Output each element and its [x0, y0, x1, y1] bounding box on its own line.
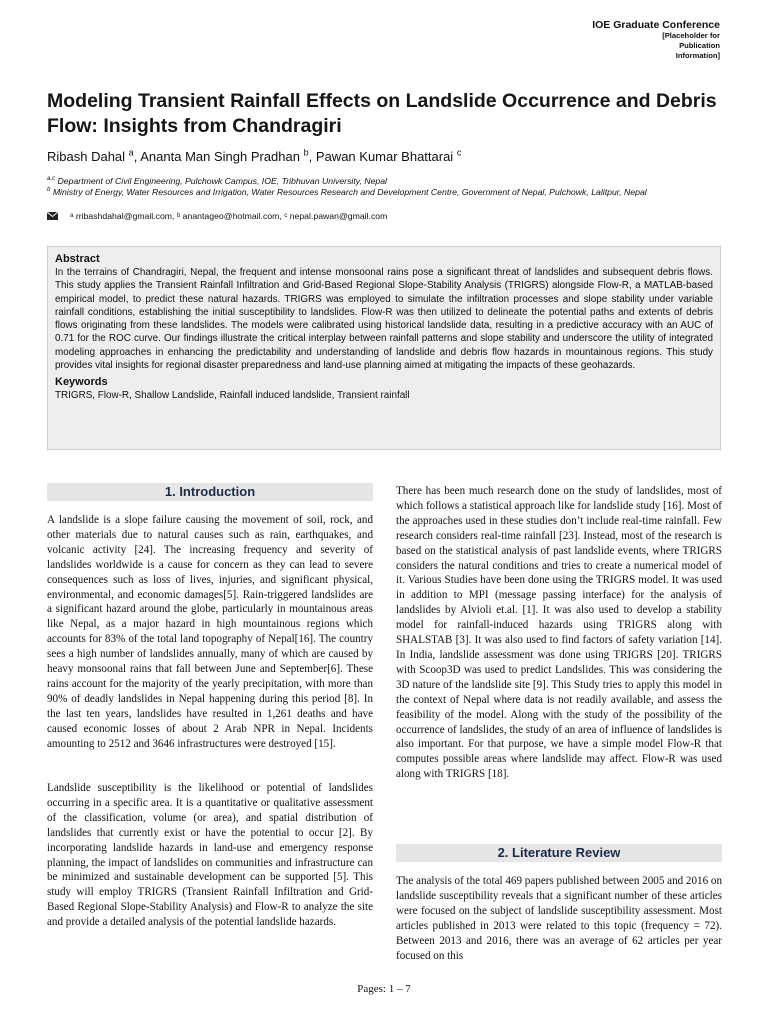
intro-paragraph: Landslide susceptibility is the likelihood or potential of landslides occurring in a specific area. It is a quantitative or qualitative assessment of the classification, volume (or area), and spatial distribution of landslides that currently exist or have the potential to occur [2]. By incorporating landslide hazards in land-use and emergency response planning, the impact of landslides on communities and infrastructure can be minimized and sustainable development can be supported [5]. This study will employ TRIGRS (Transient Rainfall Infiltration and Grid-Based Regional Slope-Stability Analysis) and Flow-R to analyze the site and provide a detailed analysis of the potential landslide hazards.: [47, 782, 373, 929]
intro-paragraph: A landslide is a slope failure causing the movement of soil, rock, and other materials due to natural causes such as rain, earthquakes, and volcanic activity [24]. The increasing frequency and severity of landslides worldwide is a cause for concern as they can lead to severe consequences such as loss of lives, injuries, and significant physical, environmental, and economic damages[5]. Rain-triggered landslides are a significant hazard around the globe, particularly in mountainous areas like Nepal, as a major hazard in high mountainous regions which accounts for 83% of the total land topography of Nepal[16]. The country sees a high number of landslides annually, many of which are caused by heavy monsoonal rains that fall between June and September[6]. These rains account for the majority of the yearly precipitation, with more than 90% of deadly landslides in Nepal happening during this period [8]. In the last ten years, landslides have resulted in 1,261 deaths and have caused economic losses of about 2 Arab NPR in Nepal. Incidents amounting to 2512 and 3646 infrastructures were destroyed [15].: [47, 514, 373, 750]
affiliation-sup: a,c: [47, 175, 56, 183]
author-name: Ananta Man Singh Pradhan: [140, 149, 300, 164]
affiliation: [47, 176, 727, 187]
section-heading-literature-review: 2. Literature Review: [396, 844, 722, 862]
conference-header: [592, 19, 720, 61]
affiliation-text: Department of Civil Engineering, Pulchowk Campus, IOE, Tribhuvan University, Nepal: [57, 176, 387, 186]
author-separator: ,: [133, 149, 141, 164]
author-sup: c: [456, 147, 462, 158]
conference-name: IOE Graduate Conference: [592, 19, 720, 31]
page-footer: Pages: 1 – 7: [357, 983, 411, 995]
abstract-box: [47, 246, 721, 450]
publication-placeholder: [592, 31, 720, 61]
affiliation-text: Ministry of Energy, Water Resources and Irrigation, Water Resources Research and Development Centre, Government of Nepal, Pulchowk, Lalitpur, Nepal: [52, 187, 647, 197]
section-heading-introduction: 1. Introduction: [47, 483, 373, 501]
intro-paragraph: There has been much research done on the study of landslides, most of which follows a statistical approach like for landslide study [16]. Most of the approaches used in these studies don’t include real-time rainfall. Few research considers real-time rainfall [23]. Instead, most of the research is based on the statistical analysis of past landslide events, where TRIGRS considers the natural conditions and tries to create a numerical model of it. Various Studies have been done using the TRIGRS model. It was used in addition to MPI (message passing interface) for the analysis of landslides by Alvioli et.al. [1]. It was also used to develop a stability model for rainfall-induced hazards using TRIGRS along with SHALSTAB [3]. It was also used to find factors of safety variation [14]. In India, landslide assessment was done using TRIGRS [20]. TRIGRS with Scoop3D was used to predict Landslides. This was considering the 3D nature of the landslide site [9]. This Study tries to apply this model in the context of Nepal where data is not readily available, and assess the feasibility of the model. Along with the study of the possibility of the occurrence of landslides, the study of an area of influence of landslides is also important. For that purpose, we have a simple model Flow-R that computes possible areas where landslide may affect. Flow-R was used along with TRIGRS [18].: [396, 485, 722, 781]
email-line: a rribashdahal@gmail.com , b anantageo@hotmail.com , c nepal.pawan@gmail.com: [47, 211, 387, 221]
keywords-text: TRIGRS, Flow-R, Shallow Landslide, Rainfall induced landslide, Transient rainfall: [55, 390, 410, 402]
publication-placeholder-text: [Placeholder for Publication Information]: [662, 31, 720, 60]
paper-title: Modeling Transient Rainfall Effects on Landslide Occurrence and Debris Flow: Insights from Chandragiri: [47, 90, 717, 137]
author-list: [47, 149, 461, 164]
affiliation-sup: b: [47, 186, 51, 194]
abstract-heading: Abstract: [55, 253, 100, 265]
envelope-icon: [47, 212, 58, 220]
email-address[interactable]: anantageo@hotmail.com: [182, 211, 280, 221]
author-separator: ,: [308, 149, 316, 164]
email-address[interactable]: nepal.pawan@gmail.com: [289, 211, 388, 221]
abstract-text: In the terrains of Chandragiri, Nepal, the frequent and intense monsoonal rains pose a significant threat of landslides and subsequent debris flows. This study applies the Transient Rainfall Infiltration and Grid-Based Regional Slope-Stability Analysis (TRIGRS) alongside Flow-R, a MATLAB-based empirical model, to predict these natural hazards. TRIGRS was employed to simulate the infiltration processes and slope stability under variable rainfall conditions, establishing the initial susceptibility to landslides. Flow-R was then utilized to delineate the potential paths and extents of debris flows originating from these landslides. The models were calibrated using historical landslide data, resulting in a predictive accuracy with an AUC of 0.71 for the ROC curve. Our findings illustrate the critical interplay between rainfall patterns and slope stability and underscore the utility of integrated modeling approaches in enhancing the predictability and understanding of landslide and debris flow hazards in mountainous regions. This study provides vital insights for regional disaster preparedness and land-use planning aimed at mitigating the impacts of these geohazards.: [55, 267, 713, 372]
keywords-heading: Keywords: [55, 376, 108, 389]
author-sup: b: [303, 147, 309, 158]
author-name: Ribash Dahal: [47, 149, 126, 164]
email-address[interactable]: rribashdahal@gmail.com: [75, 211, 173, 221]
author-sup: a: [128, 147, 134, 158]
affiliation: [47, 187, 727, 198]
literature-paragraph: The analysis of the total 469 papers published between 2005 and 2016 on landslide susceptibility reveals that a significant number of these articles were focused on the subject of landslide susceptibility assessment. Most articles published in 2013 were related to this topic (frequency = 72). Between 2013 and 2016, there was an average of 62 articles per year focused on this: [396, 875, 722, 962]
author-name: Pawan Kumar Bhattarai: [315, 149, 454, 164]
